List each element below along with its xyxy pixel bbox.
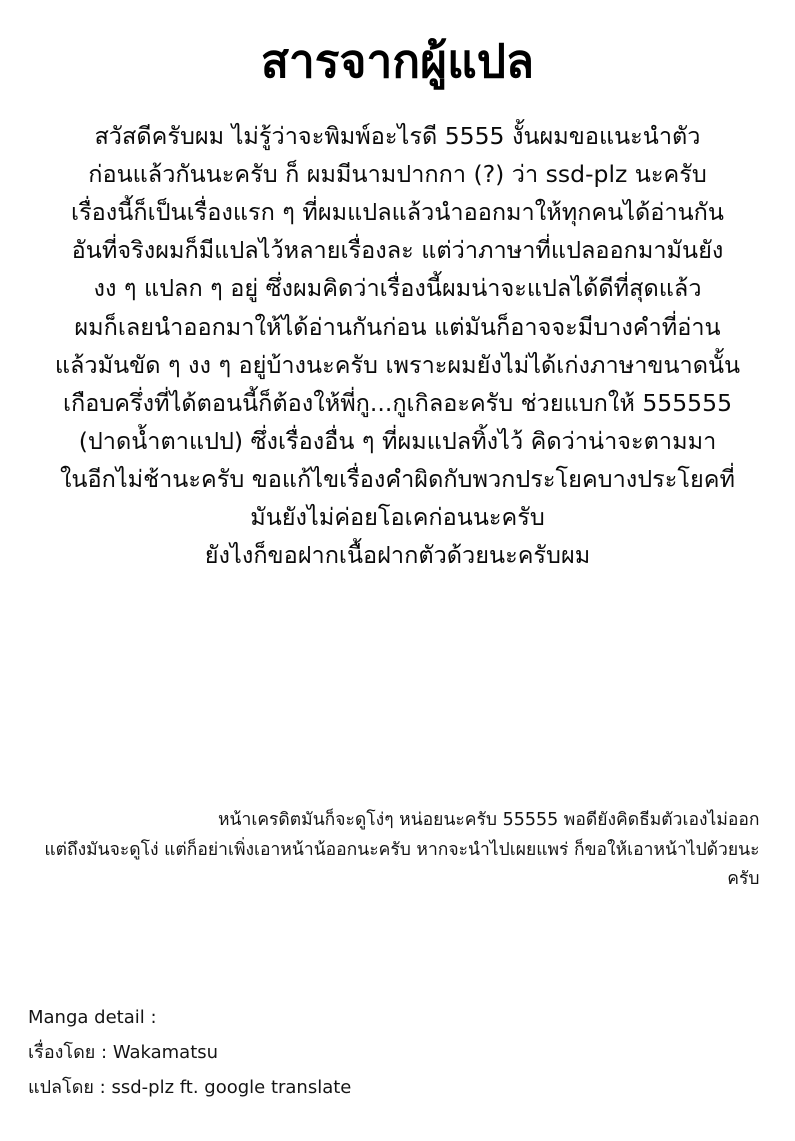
manga-detail-heading: Manga detail : <box>28 1006 157 1028</box>
page-title: สารจากผู้แปล <box>260 34 535 88</box>
credit-note-line: แต่ถึงมันจะดูโง่ แต่ก็อย่าเพิ่งเอาหน้าน้ออกนะครับ หากจะนำไปเผยแพร่ ก็ขอให้เอาหน้าไปด้วยนะครับ <box>44 839 760 890</box>
body-line: ยังไงก็ขอฝากเนื้อฝากตัวด้วยนะครับผม <box>204 540 591 569</box>
body-line: (ปาดน้ำตาแปป) ซึ่งเรื่องอื่น ๆ ที่ผมแปลทิ้งไว้ คิดว่าน่าจะตามมา <box>78 426 717 455</box>
credit-note-line: หน้าเครดิตมันก็จะดูโง่ๆ หน่อยนะครับ 55555 พอดียังคิดธีมตัวเองไม่ออก <box>218 809 760 830</box>
body-line: ในอีกไม่ช้านะครับ ขอแก้ไขเรื่องคำผิดกับพวกประโยคบางประโยคที่ <box>59 464 736 493</box>
body-line: งง ๆ แปลก ๆ อยู่ ซึ่งผมคิดว่าเรื่องนี้ผมน่าจะแปลได้ดีที่สุดแล้ว <box>93 274 702 303</box>
body-line: แล้วมันขัด ๆ งง ๆ อยู่บ้างนะครับ เพราะผมยังไม่ได้เก่งภาษาขนาดนั้น <box>54 350 741 379</box>
body-text <box>35 117 761 574</box>
body-line: ก่อนแล้วกันนะครับ ก็ ผมมีนามปากกา (?) ว่า ssd-plz นะครับ <box>88 160 707 189</box>
body-line: สวัสดีครับผม ไม่รู้ว่าจะพิมพ์อะไรดี 5555 งั้นผมขอแนะนำตัว <box>94 122 701 151</box>
body-line: เกือบครึ่งที่ได้ตอนนี้ก็ต้องให้พี่กู...กูเกิลอะครับ ช่วยแบกให้ 555555 <box>62 388 733 417</box>
blank-space <box>0 574 795 806</box>
body-line: เรื่องนี้ก็เป็นเรื่องแรก ๆ ที่ผมแปลแล้วนำออกมาให้ทุกคนได้อ่านกัน <box>71 198 724 227</box>
body-line: ผมก็เลยนำออกมาให้ได้อ่านกันก่อน แต่มันก็อาจจะมีบางคำที่อ่าน <box>74 312 721 341</box>
manga-detail <box>28 1000 351 1105</box>
body-line: มันยังไม่ค่อยโอเคก่อนนะครับ <box>250 502 545 531</box>
manga-detail-translator: แปลโดย : ssd-plz ft. google translate <box>28 1076 352 1098</box>
credit-note <box>28 806 768 895</box>
manga-detail-author: เรื่องโดย : Wakamatsu <box>28 1041 219 1063</box>
body-line: อันที่จริงผมก็มีแปลไว้หลายเรื่องละ แต่ว่าภาษาที่แปลออกมามันยัง <box>71 236 724 265</box>
